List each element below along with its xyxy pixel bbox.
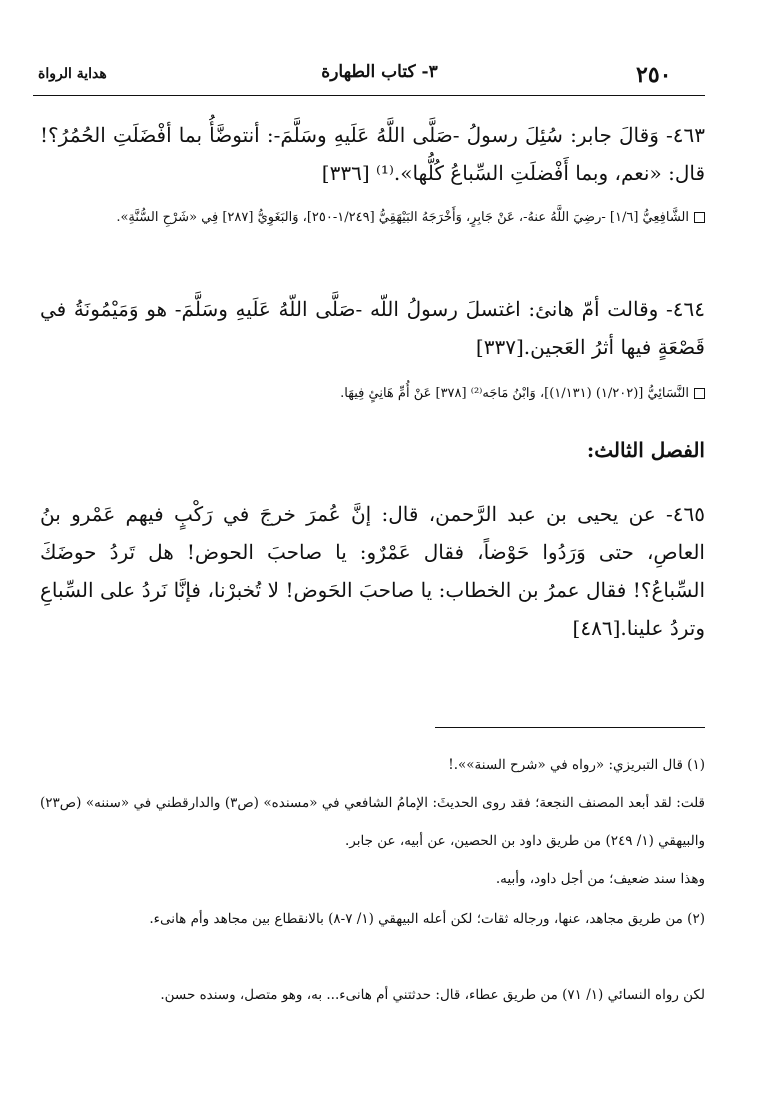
chapter-title: ٣- كتاب الطهارة: [321, 62, 438, 82]
footnote-2: (٢) من طريق مجاهد، عنها، ورجاله ثقات؛ لكن أعله البيهقي (١/ ٧-٨) بالانقطاع بين مجاهد وأم هانىء.: [149, 911, 705, 927]
footnote-1-ruling: وهذا سند ضعيف؛ من أجل داود، وأبيه.: [495, 871, 705, 887]
hadith-465: ٤٦٥- عن يحيى بن عبد الرَّحمن، قال: إنَّ عُمرَ خرجَ في رَكْبٍ فيهم عَمْرو بنُ العاصِ، حتى وَرَدُوا حَوْضاً، فقال عَمْرٌو: يا صاحبَ الحوض! هل تَردُ حوضَكَ السِّباعُ؟! فقال عمرُ بن الخطاب: يا صاحبَ الحَوض! لا تُخبرْنا، فإنَّا نَردُ على السِّباعِ وتردُ علينا.[٤٨٦]: [40, 502, 706, 640]
footnote-1: (١) قال التبريزي: «رواه في «شرح السنة»».!: [448, 757, 705, 773]
footnote-2-comment: لكن رواه النسائي (١/ ٧١) من طريق عطاء، قال: حدثتني أم هانىء... به، وهو متصل، وسنده حسن.: [160, 987, 705, 1003]
hadith-464-source: [40, 380, 705, 408]
section-title: الفصل الثالث:: [586, 438, 705, 462]
hadith-463-source: [40, 204, 705, 232]
page-number: ٢٥٠: [636, 62, 672, 88]
header-rule: [33, 95, 705, 96]
footnote-1-comment: قلت: لقد أبعد المصنف النجعة؛ فقد روى الحديثَ: الإمامُ الشافعي في «مسنده» (ص٣) والدارقطني في «سننه» (ص٢٣) والبيهقي (١/ ٢٤٩) من طريق داود بن الحصين، عن أبيه، عن جابر.: [40, 795, 705, 849]
footnote-rule: [435, 727, 705, 728]
source-marker-icon: [694, 388, 705, 399]
book-title: هداية الرواة: [38, 66, 107, 82]
hadith-463-source-text: الشَّافِعِيُّ [١/٦] -رضِيَ اللَّهُ عنهُ-، عَنْ جَابِرٍ، وَأَخْرَجَهُ البَيْهَقِيُّ [١/٢٤٩-٢٥٠]، وَالبَغَوِيُّ [٢٨٧] فِي «شَرْحِ السُّنَّةِ».: [116, 210, 689, 225]
hadith-463: ٤٦٣- وَقالَ جابر: سُئِلَ رسولُ -صَلَّى اللَّهُ عَلَيهِ وسَلَّمَ-: أنتوضَّأُ بما أفْضَلَتِ الحُمُرُ؟! قال: «نعم، وبما أَفْضلَتِ السِّباعُ كُلُّها».⁽¹⁾ [٣٣٦]: [40, 123, 705, 185]
hadith-464: ٤٦٤- وقالت أمّ هانئ: اغتسلَ رسولُ اللّه -صَلَّى اللّهُ عَلَيهِ وسَلَّمَ- هو وَمَيْمُونَةُ في قَصْعَةٍ فيها أثرُ العَجين.[٣٣٧]: [40, 297, 705, 359]
hadith-464-source-text: النَّسَائِيُّ [(١/٢٠٢) (١/١٣١)]، وَابْنُ مَاجَه⁽²⁾ [٣٧٨] عَنْ أُمِّ هَانِئٍ فِيهَا.: [340, 386, 689, 401]
source-marker-icon: [694, 212, 705, 223]
